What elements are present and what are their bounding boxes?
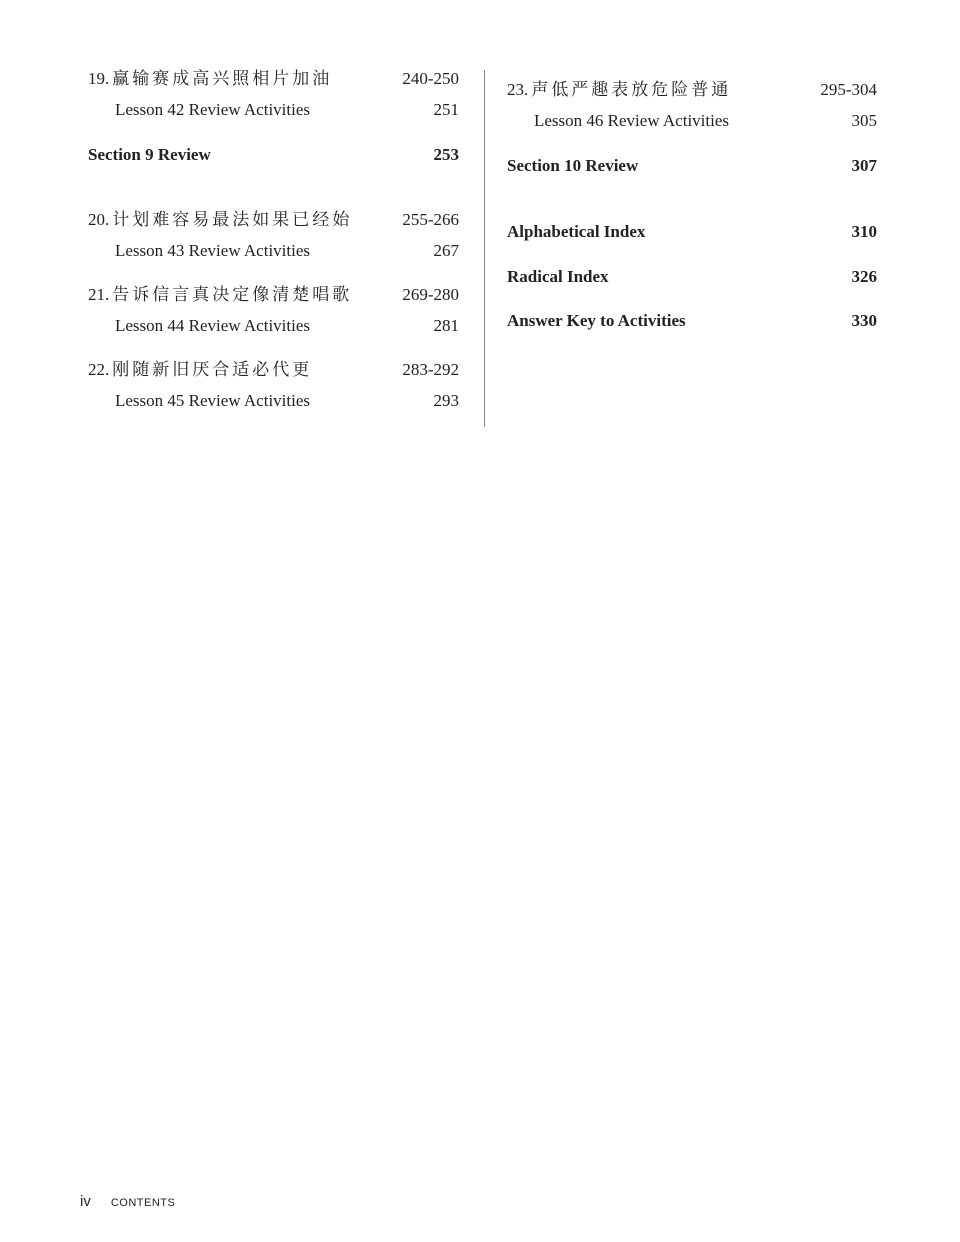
index-pages: 310	[851, 222, 877, 241]
lesson-number: 20.	[88, 210, 110, 229]
lesson-number: 22.	[88, 360, 110, 379]
review-pages: 251	[433, 100, 459, 119]
lesson-pages: 255-266	[402, 210, 459, 229]
review-pages: 305	[851, 111, 877, 130]
lesson-21-entry	[88, 284, 459, 337]
lesson-20-title-row	[88, 209, 459, 231]
lesson-number: 21.	[88, 285, 110, 304]
lesson-44-review-row	[88, 315, 459, 337]
radical-index-row	[507, 266, 877, 288]
review-pages: 267	[433, 241, 459, 260]
lesson-42-review-row	[88, 99, 459, 121]
lesson-19-entry	[88, 68, 459, 121]
contents-right-column	[507, 64, 877, 332]
section-label: Section 10 Review	[507, 156, 639, 175]
lesson-characters: 刚随新旧厌合适必代更	[112, 360, 313, 380]
lesson-characters: 赢输赛成高兴照相片加油	[112, 69, 333, 89]
review-label: Lesson 42 Review Activities	[115, 100, 311, 119]
review-label: Lesson 45 Review Activities	[115, 391, 311, 410]
lesson-43-review-row	[88, 240, 459, 262]
section-10-review-row	[507, 155, 877, 177]
section-pages: 307	[851, 156, 877, 175]
lesson-20-entry	[88, 209, 459, 262]
lesson-pages: 240-250	[402, 69, 459, 88]
index-label: Answer Key to Activities	[507, 311, 686, 330]
page-number: iv	[80, 1193, 91, 1210]
review-pages: 293	[433, 391, 459, 410]
index-label: Radical Index	[507, 267, 609, 286]
index-pages: 326	[851, 267, 877, 286]
section-label: Section 9 Review	[88, 145, 211, 164]
lesson-21-title-row	[88, 284, 459, 306]
lesson-22-entry	[88, 359, 459, 412]
lesson-22-title-row	[88, 359, 459, 381]
lesson-number: 23.	[507, 80, 529, 99]
lesson-23-entry	[507, 79, 877, 132]
lesson-characters: 声低严趣表放危险普通	[531, 80, 732, 100]
page-footer	[80, 1193, 175, 1210]
lesson-pages: 269-280	[402, 285, 459, 304]
answer-key-row	[507, 310, 877, 332]
lesson-23-title-row	[507, 79, 877, 101]
contents-left-column	[88, 64, 459, 412]
lesson-characters: 计划难容易最法如果已经始	[112, 210, 353, 230]
section-pages: 253	[433, 145, 459, 164]
section-9-review-row	[88, 144, 459, 166]
alphabetical-index-row	[507, 221, 877, 243]
lesson-45-review-row	[88, 390, 459, 412]
lesson-pages: 295-304	[820, 80, 877, 99]
lesson-pages: 283-292	[402, 360, 459, 379]
review-label: Lesson 44 Review Activities	[115, 316, 311, 335]
running-footer-label: CONTENTS	[110, 1197, 176, 1209]
lesson-characters: 告诉信言真决定像清楚唱歌	[112, 285, 353, 305]
lesson-46-review-row	[507, 110, 877, 132]
index-label: Alphabetical Index	[507, 222, 646, 241]
review-label: Lesson 43 Review Activities	[115, 241, 311, 260]
review-label: Lesson 46 Review Activities	[534, 111, 730, 130]
lesson-19-title-row	[88, 68, 459, 90]
column-divider	[484, 70, 485, 427]
lesson-number: 19.	[88, 69, 110, 88]
index-pages: 330	[851, 311, 877, 330]
review-pages: 281	[433, 316, 459, 335]
